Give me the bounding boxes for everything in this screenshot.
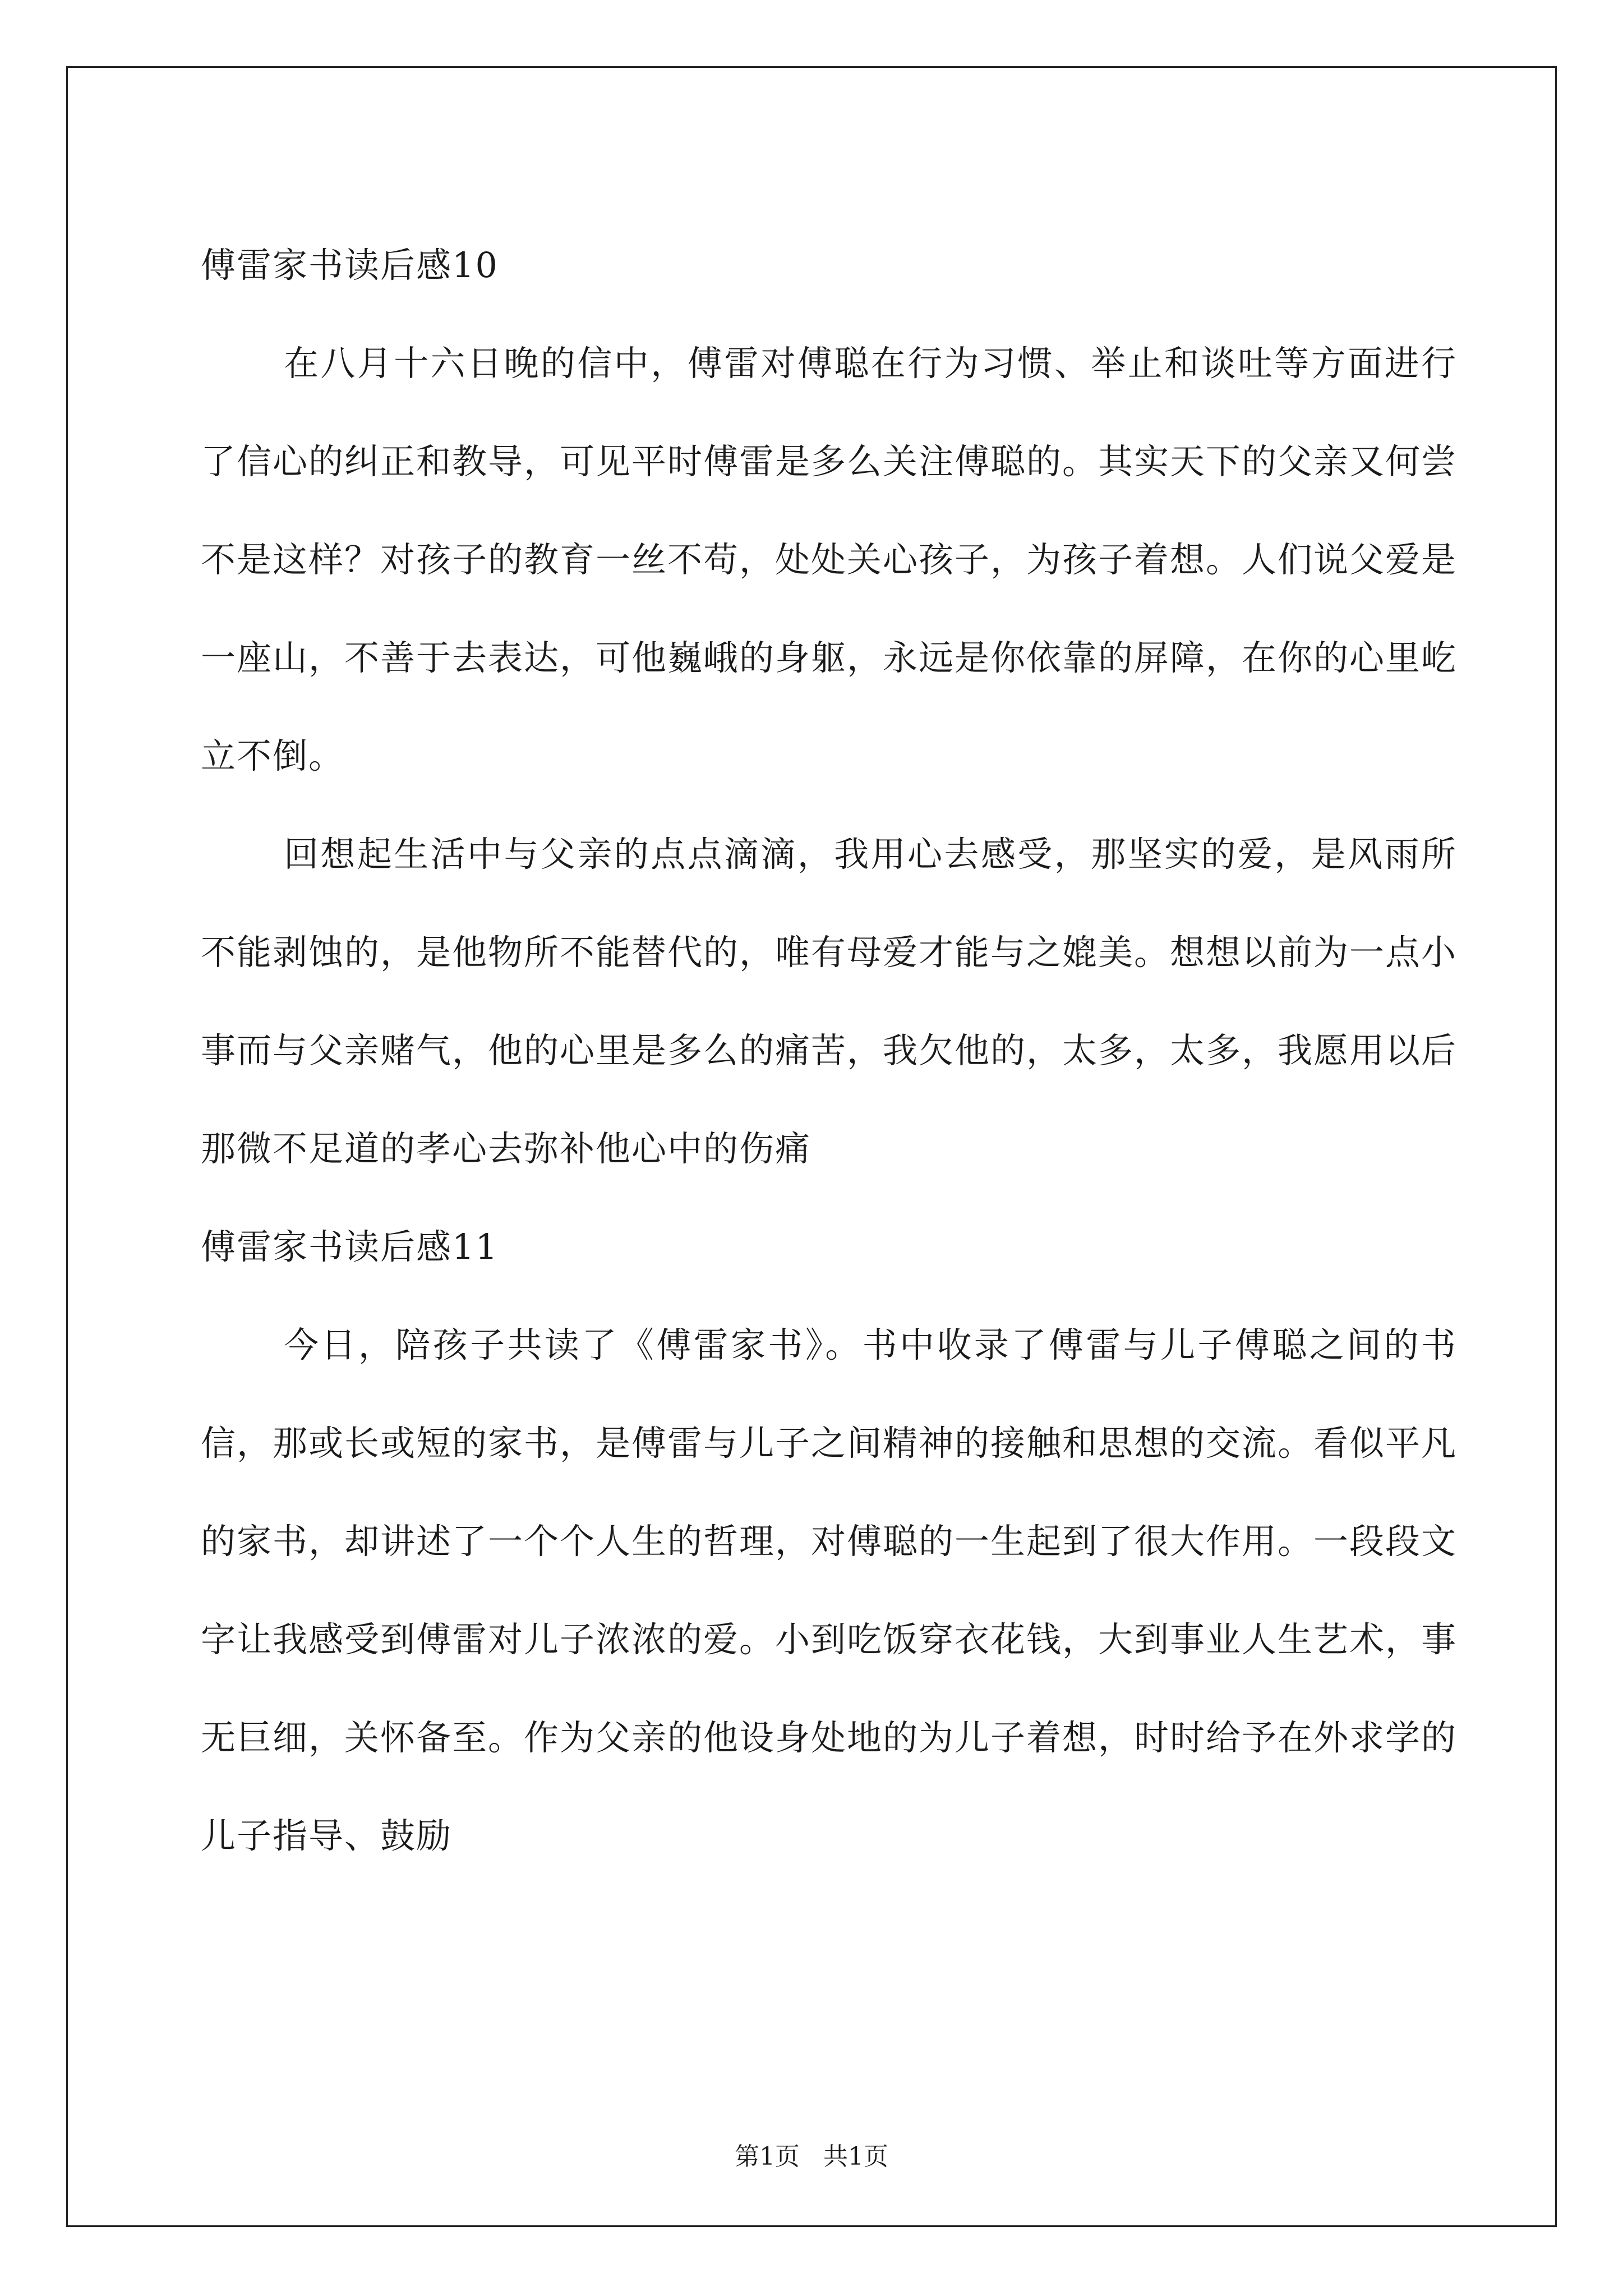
paragraph: 在八月十六日晚的信中，傅雷对傅聪在行为习惯、举止和谈吐等方面进行了信心的纠正和教导，可见平时傅雷是多么关注傅聪的。其实天下的父亲又何尝不是这样？对孩子的教育一丝不苟，处处关心孩子，为孩子着想。人们说父爱是一座山，不善于去表达，可他巍峨的身躯，永远是你依靠的屏障，在你的心里屹立不倒。 xyxy=(201,343,1458,776)
section-title: 傅雷家书读后感10 xyxy=(201,245,499,286)
section-title: 傅雷家书读后感11 xyxy=(201,1226,499,1267)
paragraph: 回想起生活中与父亲的点点滴滴，我用心去感受，那坚实的爱，是风雨所不能剥蚀的，是他物所不能替代的，唯有母爱才能与之媲美。想想以前为一点小事而与父亲赌气，他的心里是多么的痛苦，我欠他的，太多，太多，我愿用以后那微不足道的孝心去弥补他心中的伤痛 xyxy=(201,834,1458,1169)
document-body xyxy=(201,216,1457,1885)
paragraph: 今日，陪孩子共读了《傅雷家书》。书中收录了傅雷与儿子傅聪之间的书信，那或长或短的家书，是傅雷与儿子之间精神的接触和思想的交流。看似平凡的家书，却讲述了一个个人生的哲理，对傅聪的一生起到了很大作用。一段段文字让我感受到傅雷对儿子浓浓的爱。小到吃饭穿衣花钱，大到事业人生艺术，事无巨细，关怀备至。作为父亲的他设身处地的为儿子着想，时时给予在外求学的儿子指导、鼓励 xyxy=(201,1324,1458,1856)
page-footer: 第1页 共1页 xyxy=(735,2142,888,2171)
